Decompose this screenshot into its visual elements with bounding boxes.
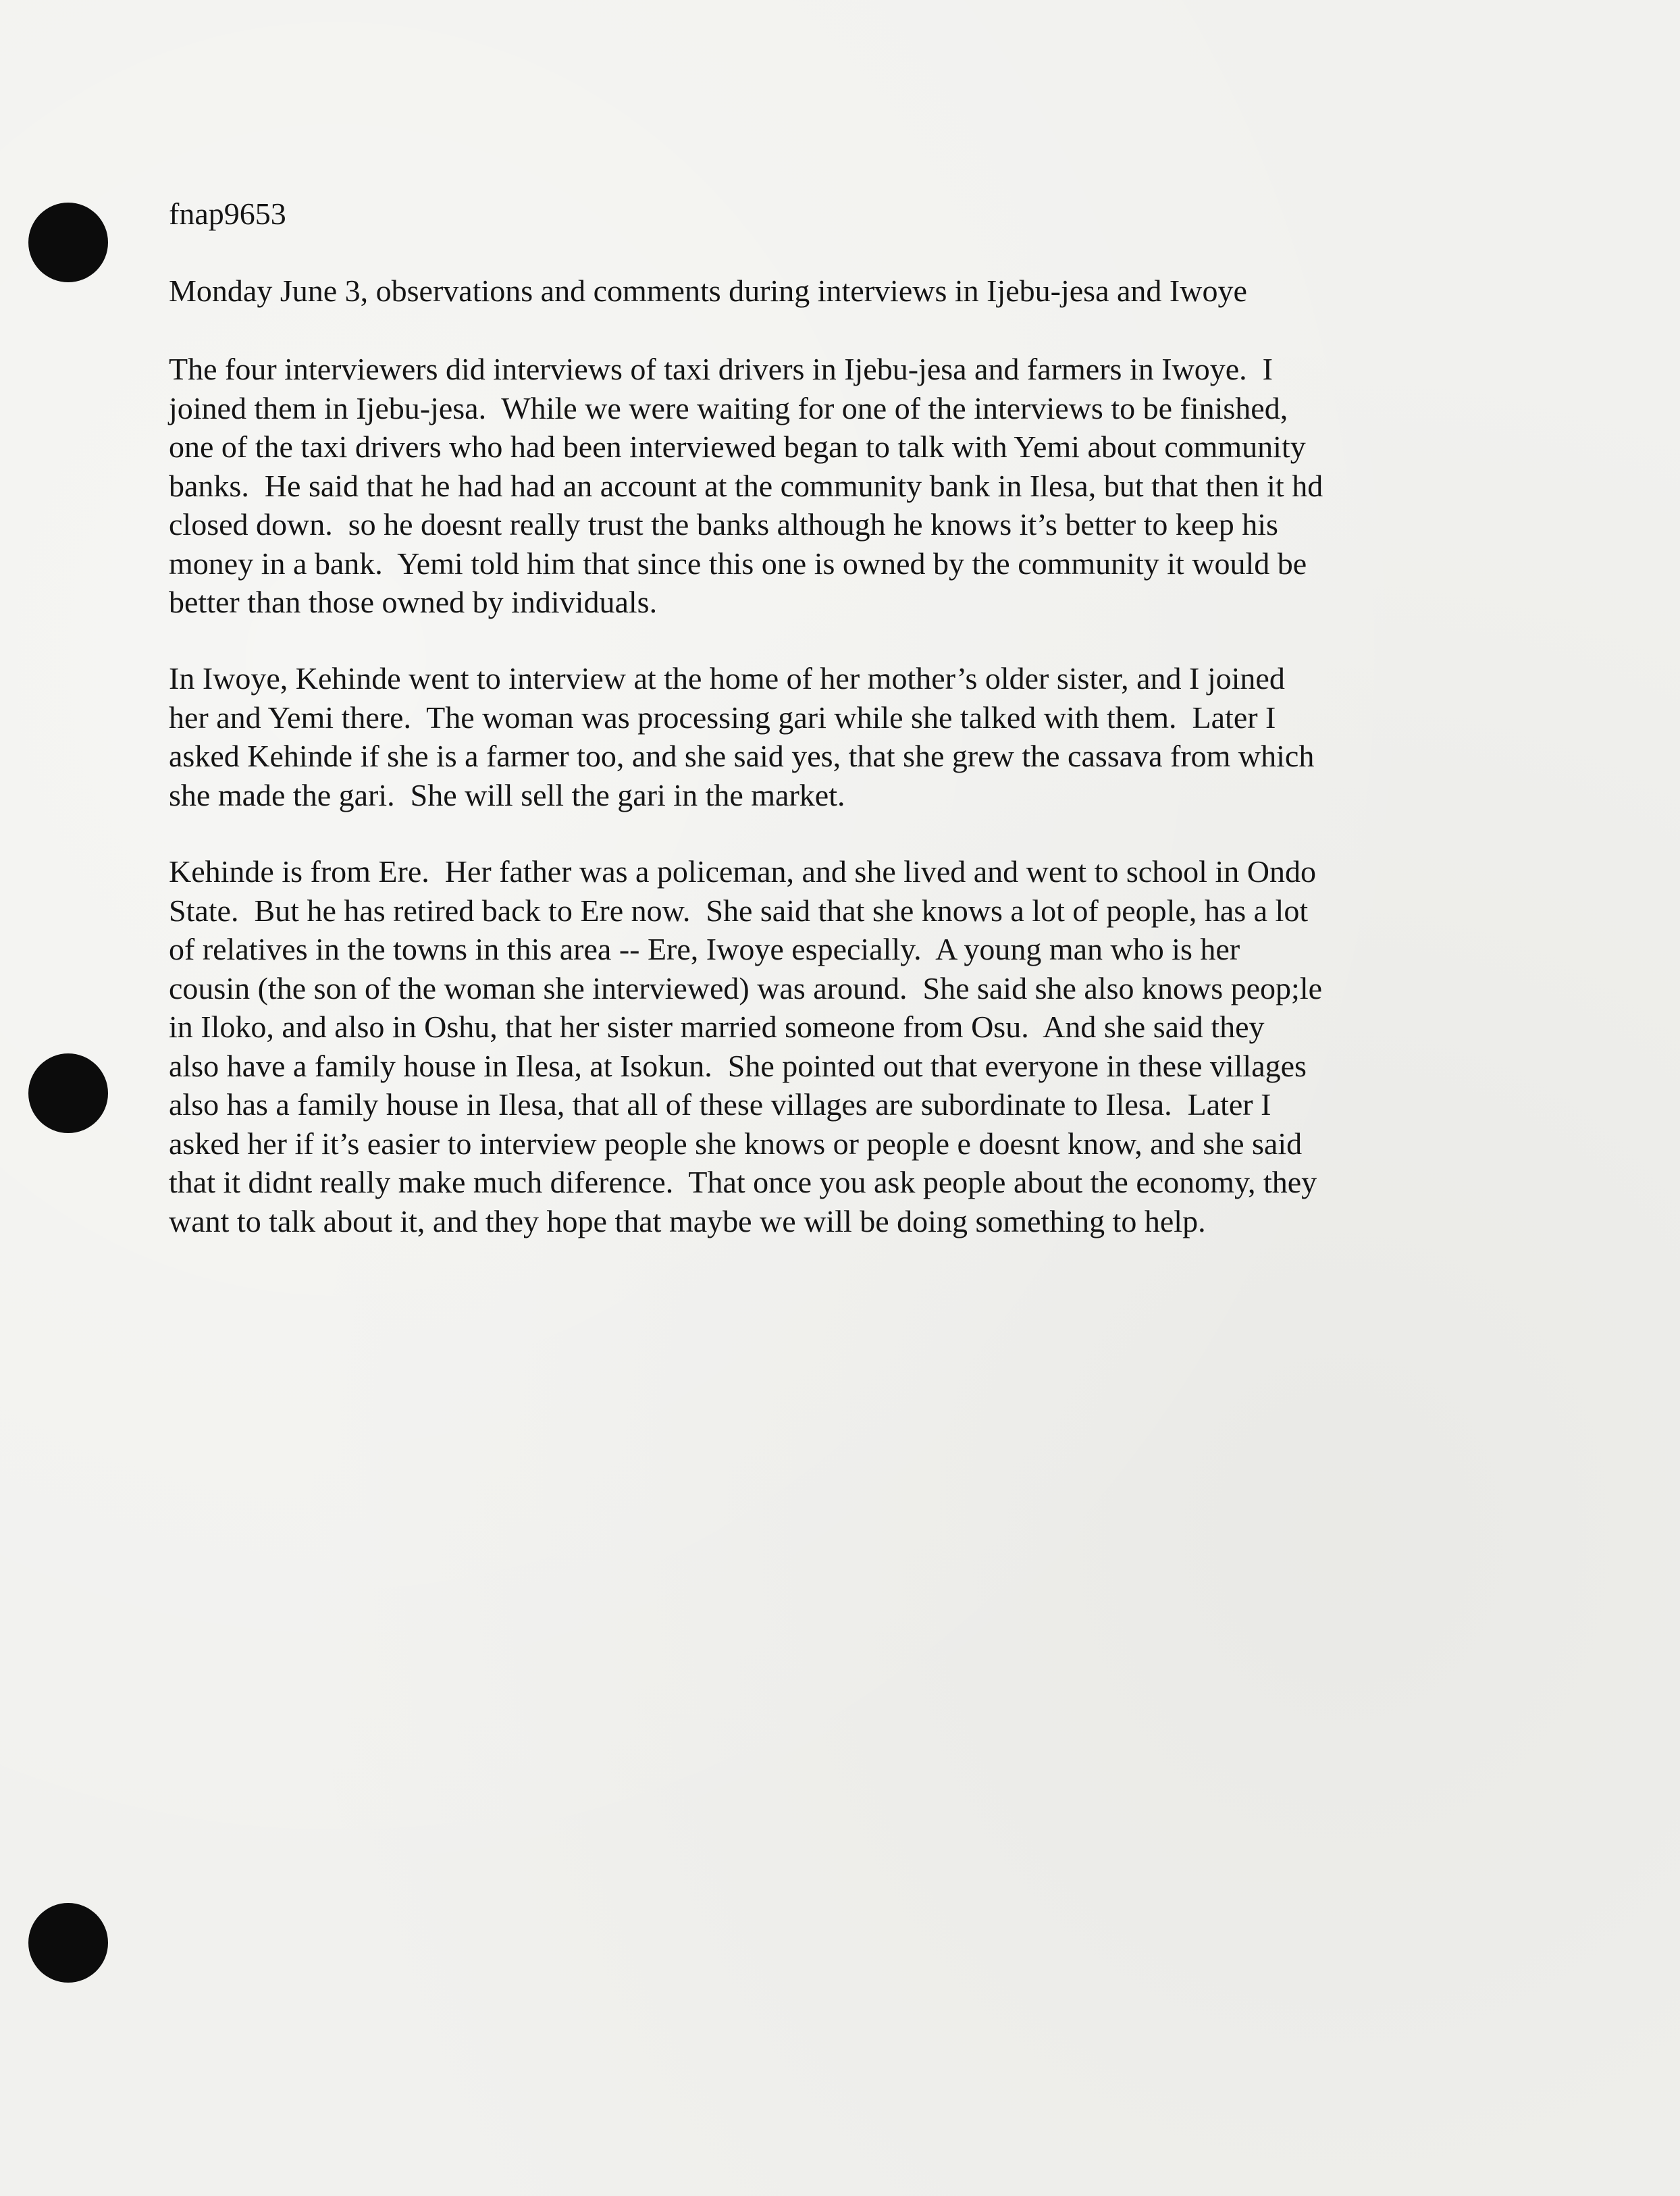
punch-hole-middle (28, 1053, 108, 1133)
paragraph-line: Kehinde is from Ere. Her father was a policeman, and she lived and went to school in Ondo (169, 854, 1316, 889)
paragraph-iwoye-visit (169, 659, 1519, 814)
paragraph-line: her and Yemi there. The woman was processing gari while she talked with them. Later I (169, 700, 1276, 735)
paragraph-line: cousin (the son of the woman she interviewed) was around. She said she also knows peop;le (169, 970, 1323, 1005)
paragraph-kehinde-background (169, 852, 1519, 1240)
paragraph-line: also have a family house in Ilesa, at Isokun. She pointed out that everyone in these villages (169, 1048, 1307, 1083)
punch-hole-bottom (28, 1903, 108, 1983)
paragraph-line: The four interviewers did interviews of taxi drivers in Ijebu-jesa and farmers in Iwoye. I (169, 352, 1273, 386)
paragraph-line: that it didnt really make much diference. That once you ask people about the economy, they (169, 1165, 1317, 1199)
paragraph-line: she made the gari. She will sell the gari in the market. (169, 777, 845, 812)
paragraph-line: better than those owned by individuals. (169, 585, 658, 619)
paragraph-line: money in a bank. Yemi told him that since this one is owned by the community it would be (169, 546, 1307, 581)
paragraph-line: joined them in Ijebu-jesa. While we were waiting for one of the interviews to be finished, (169, 390, 1288, 425)
document-id: fnap9653 (169, 197, 286, 231)
paragraph-line: want to talk about it, and they hope that maybe we will be doing something to help. (169, 1203, 1206, 1238)
paragraph-taxi-drivers (169, 350, 1519, 622)
paragraph-line: also has a family house in Ilesa, that all of these villages are subordinate to Ilesa. Later I (169, 1087, 1271, 1122)
paragraph-line: of relatives in the towns in this area -- Ere, Iwoye especially. A young man who is her (169, 932, 1240, 966)
paragraph-line: banks. He said that he had had an account at the community bank in Ilesa, but that then it hd (169, 468, 1323, 503)
punch-hole-top (28, 203, 108, 282)
paragraph-line: closed down. so he doesnt really trust the banks although he knows it’s better to keep his (169, 507, 1278, 542)
paragraph-line: asked Kehinde if she is a farmer too, and she said yes, that she grew the cassava from which (169, 739, 1315, 773)
paragraph-line: asked her if it’s easier to interview people she knows or people e doesnt know, and she said (169, 1126, 1303, 1161)
document-heading: Monday June 3, observations and comments during interviews in Ijebu-jesa and Iwoye (169, 273, 1247, 308)
paragraph-line: State. But he has retired back to Ere now. She said that she knows a lot of people, has a lot (169, 893, 1309, 928)
paragraph-line: In Iwoye, Kehinde went to interview at the home of her mother’s older sister, and I joined (169, 661, 1285, 696)
paragraph-line: in Iloko, and also in Oshu, that her sister married someone from Osu. And she said they (169, 1010, 1265, 1044)
paragraph-line: one of the taxi drivers who had been interviewed began to talk with Yemi about community (169, 429, 1306, 464)
